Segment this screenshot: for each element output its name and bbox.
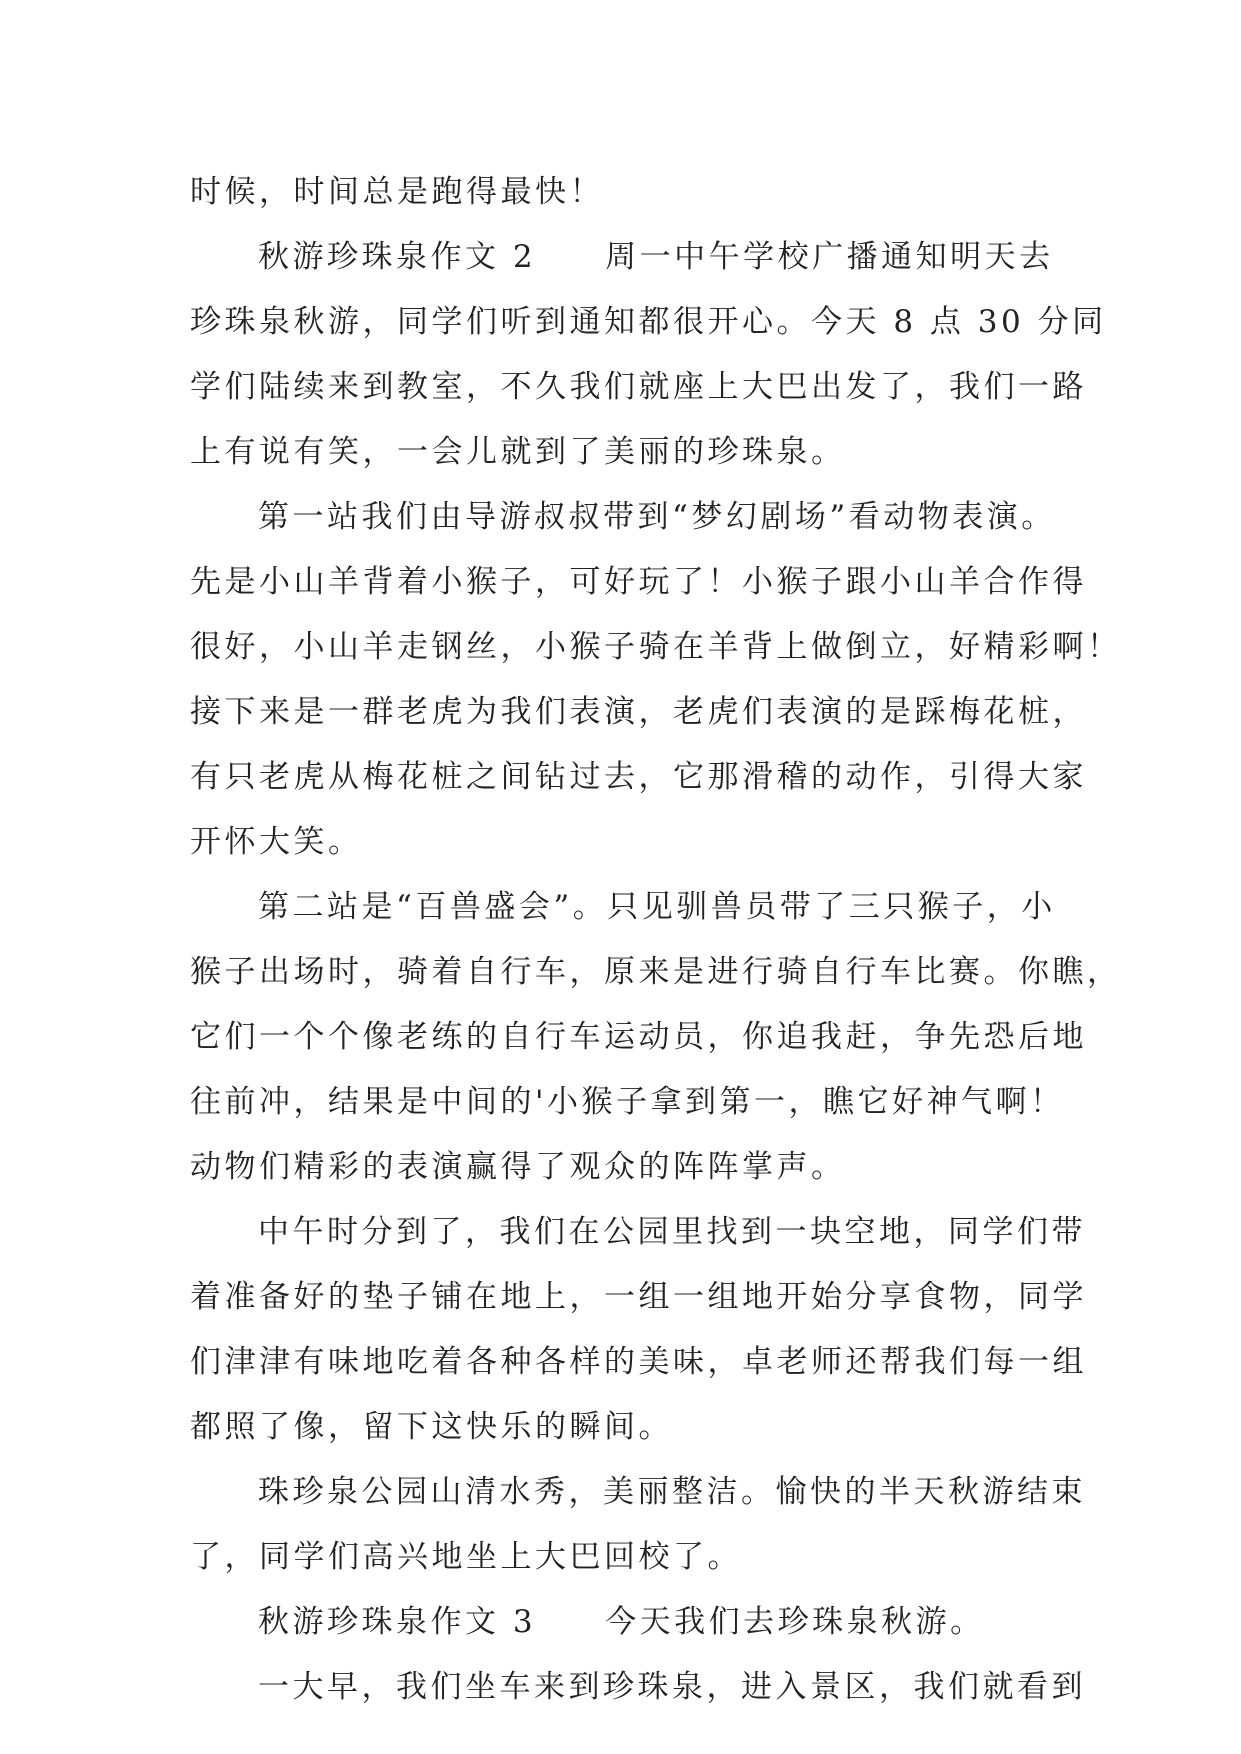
text-line: 第二站是“百兽盛会”。只见驯兽员带了三只猴子，小 [258, 889, 1056, 925]
text-line: 猴子出场时，骑着自行车，原来是进行骑自行车比赛。你瞧， [190, 954, 1122, 990]
text-line: 动物们精彩的表演赢得了观众的阵阵掌声。 [190, 1149, 846, 1185]
text-line: 珍珠泉秋游，同学们听到通知都很开心。今天 8 点 30 分同 [190, 304, 1107, 340]
text-line: 时候，时间总是跑得最快！ [190, 174, 604, 210]
text-line: 往前冲，结果是中间的'小猴子拿到第一，瞧它好神气啊！ [190, 1084, 1065, 1120]
text-line: 了，同学们高兴地坐上大巴回校了。 [190, 1539, 742, 1575]
text-line: 中午时分到了，我们在公园里找到一块空地，同学们带 [258, 1214, 1086, 1250]
text-line: 开怀大笑。 [190, 824, 363, 860]
document-body [190, 160, 1122, 1720]
text-line: 有只老虎从梅花桩之间钻过去，它那滑稽的动作，引得大家 [190, 759, 1087, 795]
text-line: 一大早，我们坐车来到珍珠泉，进入景区，我们就看到 [258, 1669, 1086, 1705]
text-line: 都照了像，留下这快乐的瞬间。 [190, 1409, 673, 1445]
text-line: 秋游珍珠泉作文 3 今天我们去珍珠泉秋游。 [258, 1604, 985, 1640]
text-line: 它们一个个像老练的自行车运动员，你追我赶，争先恐后地 [190, 1019, 1087, 1055]
text-line: 上有说有笑，一会儿就到了美丽的珍珠泉。 [190, 434, 846, 470]
text-line: 学们陆续来到教室，不久我们就座上大巴出发了，我们一路 [190, 369, 1087, 405]
text-line: 秋游珍珠泉作文 2 周一中午学校广播通知明天去 [258, 239, 1054, 275]
text-line: 们津津有味地吃着各种各样的美味，卓老师还帮我们每一组 [190, 1344, 1087, 1380]
text-line: 接下来是一群老虎为我们表演，老虎们表演的是踩梅花桩， [190, 694, 1087, 730]
text-line: 先是小山羊背着小猴子，可好玩了！小猴子跟小山羊合作得 [190, 564, 1087, 600]
text-line: 很好，小山羊走钢丝，小猴子骑在羊背上做倒立，好精彩啊！ [190, 629, 1122, 665]
text-line: 珠珍泉公园山清水秀，美丽整洁。愉快的半天秋游结束 [258, 1474, 1086, 1510]
text-line: 第一站我们由导游叔叔带到“梦幻剧场”看动物表演。 [258, 499, 1056, 535]
text-line: 着准备好的垫子铺在地上，一组一组地开始分享食物，同学 [190, 1279, 1087, 1315]
